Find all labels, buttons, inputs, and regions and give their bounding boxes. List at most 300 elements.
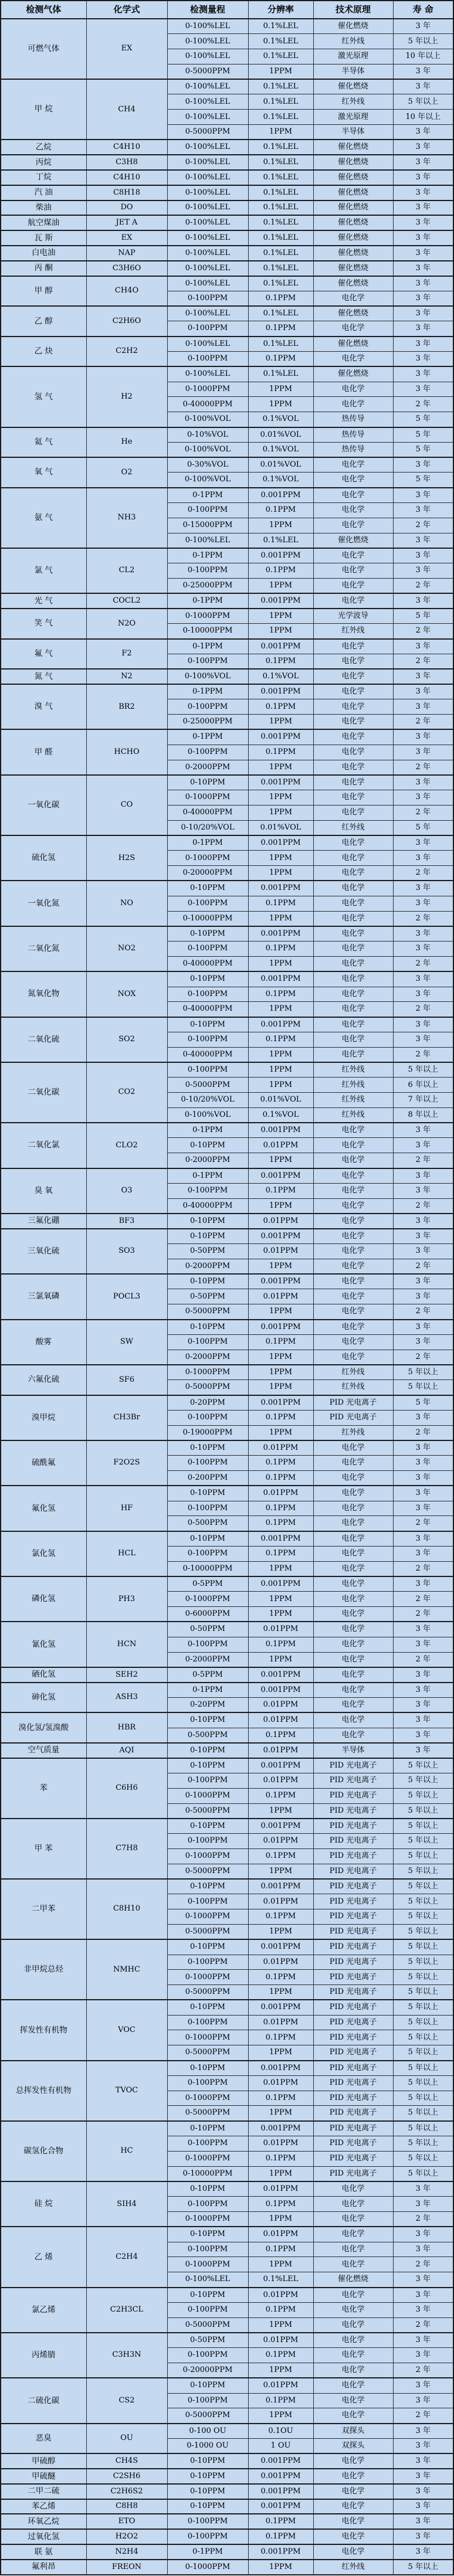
principle-cell: 电化学	[313, 1637, 393, 1652]
range-cell: 0-2000PPM	[167, 1652, 248, 1667]
lifespan-cell: 3 年	[393, 140, 453, 155]
resolution-cell: 0.1PPM	[248, 1183, 313, 1198]
table-row	[1, 2469, 453, 2484]
lifespan-cell: 3 年	[393, 246, 453, 261]
principle-cell: 电化学	[313, 1667, 393, 1683]
lifespan-cell: 3 年	[393, 1728, 453, 1743]
lifespan-cell: 3 年	[393, 2333, 453, 2348]
gas-name-cell: 光 气	[1, 593, 86, 609]
formula-cell: POCL3	[86, 1274, 167, 1319]
principle-cell: 电化学	[313, 2469, 393, 2484]
lifespan-cell: 3 年	[393, 366, 453, 382]
principle-cell: 电化学	[313, 1531, 393, 1547]
principle-cell: 电化学	[313, 2484, 393, 2499]
formula-cell: H2O2	[86, 2529, 167, 2544]
resolution-cell: 0.1%LEL	[248, 366, 313, 382]
principle-cell: 电化学	[313, 1440, 393, 1456]
lifespan-cell: 3 年	[393, 185, 453, 200]
principle-cell: PID 光电离子	[313, 1848, 393, 1864]
principle-cell: 电化学	[313, 1123, 393, 1138]
resolution-cell: 0.1PPM	[248, 2302, 313, 2317]
range-cell: 0-100%LEL	[167, 34, 248, 49]
lifespan-cell: 2 年	[393, 1002, 453, 1017]
range-cell: 0-10PPM	[167, 775, 248, 790]
resolution-cell: 1PPM	[248, 1803, 313, 1819]
principle-cell: PID 光电离子	[313, 2121, 393, 2136]
principle-cell: 电化学	[313, 1471, 393, 1486]
resolution-cell: 0.001PPM	[248, 1683, 313, 1698]
principle-cell: 红外线	[313, 94, 393, 110]
formula-cell: HCHO	[86, 729, 167, 774]
gas-name-cell: 氯 气	[1, 548, 86, 593]
resolution-cell: 0.1PPM	[248, 1032, 313, 1047]
principle-cell: PID 光电离子	[313, 1970, 393, 1985]
range-cell: 0-1000PPM	[167, 1365, 248, 1380]
resolution-cell: 1PPM	[248, 1607, 313, 1622]
range-cell: 0-5000PPM	[167, 125, 248, 140]
principle-cell: 电化学	[313, 2453, 393, 2469]
lifespan-cell: 2 年	[393, 1607, 453, 1622]
gas-name-cell: 甲硫醇	[1, 2453, 86, 2469]
table-row	[1, 488, 453, 503]
lifespan-cell: 3 年	[393, 1683, 453, 1698]
range-cell: 0-10/20%VOL	[167, 820, 248, 835]
formula-cell: AQI	[86, 1743, 167, 1758]
formula-cell: H2S	[86, 835, 167, 881]
range-cell: 0-100%LEL	[167, 185, 248, 200]
principle-cell: 电化学	[313, 2393, 393, 2408]
resolution-cell: 0.01PPM	[248, 1894, 313, 1909]
principle-cell: 电化学	[313, 1712, 393, 1728]
lifespan-cell: 3 年	[393, 926, 453, 942]
formula-cell: ASH3	[86, 1683, 167, 1713]
resolution-cell: 0.01PPM	[248, 1834, 313, 1849]
principle-cell: 激光原理	[313, 49, 393, 64]
range-cell: 0-40000PPM	[167, 805, 248, 820]
resolution-cell: 0.1PPM	[248, 1334, 313, 1350]
formula-cell: NAP	[86, 246, 167, 261]
resolution-cell: 0.1PPM	[248, 1410, 313, 1425]
resolution-cell: 0.01PPM	[248, 1955, 313, 1970]
lifespan-cell: 3 年	[393, 1410, 453, 1425]
gas-name-cell: 氟化氢	[1, 1486, 86, 1531]
gas-name-cell: 硫化氢	[1, 835, 86, 881]
gas-name-cell: 硅 烷	[1, 2181, 86, 2227]
range-cell: 0-100%LEL	[167, 246, 248, 261]
resolution-cell: 1PPM	[248, 578, 313, 593]
principle-cell: 电化学	[313, 457, 393, 473]
formula-cell: VOC	[86, 2000, 167, 2060]
gas-name-cell: 氯化氢	[1, 1531, 86, 1576]
principle-cell: 电化学	[313, 1002, 393, 1017]
table-row	[1, 2544, 453, 2560]
range-cell: 0-10PPM	[167, 2499, 248, 2514]
principle-cell: PID 光电离子	[313, 1909, 393, 1925]
resolution-cell: 0.1PPM	[248, 2348, 313, 2363]
range-cell: 0-10PPM	[167, 2181, 248, 2197]
principle-cell: PID 光电离子	[313, 2166, 393, 2181]
principle-cell: 电化学	[313, 926, 393, 942]
table-row	[1, 2378, 453, 2393]
resolution-cell: 0.001PPM	[248, 1168, 313, 1184]
lifespan-cell: 3 年	[393, 1622, 453, 1637]
gas-name-cell: 三氧化硫	[1, 1229, 86, 1274]
table-row	[1, 881, 453, 896]
lifespan-cell: 3 年	[393, 306, 453, 321]
resolution-cell: 0.001PPM	[248, 2000, 313, 2015]
lifespan-cell: 3 年	[393, 942, 453, 957]
formula-cell: DO	[86, 200, 167, 216]
gas-name-cell: 总挥发性有机物	[1, 2061, 86, 2121]
range-cell: 0-50PPM	[167, 1622, 248, 1637]
principle-cell: 电化学	[313, 593, 393, 609]
lifespan-cell: 5 年以上	[393, 2121, 453, 2136]
resolution-cell: 0.01PPM	[248, 2015, 313, 2030]
resolution-cell: 1PPM	[248, 1425, 313, 1440]
table-row	[1, 2333, 453, 2348]
resolution-cell: 0.001PPM	[248, 971, 313, 987]
gas-name-cell: 一氧化碳	[1, 775, 86, 835]
gas-name-cell: 三氟化硼	[1, 1214, 86, 1229]
table-row	[1, 170, 453, 185]
resolution-cell: 1PPM	[248, 518, 313, 533]
principle-cell: 电化学	[313, 1652, 393, 1667]
lifespan-cell: 3 年	[393, 261, 453, 276]
lifespan-cell: 5 年以上	[393, 1819, 453, 1834]
gas-name-cell: 硒化氢	[1, 1667, 86, 1683]
gas-name-cell: 乙 烯	[1, 2227, 86, 2287]
lifespan-cell: 3 年	[393, 987, 453, 1002]
table-row	[1, 1229, 453, 1244]
resolution-cell: 0.1%LEL	[248, 34, 313, 49]
principle-cell: 电化学	[313, 1289, 393, 1304]
formula-cell: C8H18	[86, 185, 167, 200]
gas-name-cell: 挥发性有机物	[1, 2000, 86, 2060]
lifespan-cell: 3 年	[393, 2439, 453, 2454]
lifespan-cell: 3 年	[393, 1274, 453, 1289]
resolution-cell: 1PPM	[248, 851, 313, 866]
gas-name-cell: 氟利昂	[1, 2560, 86, 2575]
formula-cell: O3	[86, 1168, 167, 1214]
range-cell: 0-100PPM	[167, 2015, 248, 2030]
formula-cell: HBR	[86, 1712, 167, 1743]
resolution-cell: 1PPM	[248, 1380, 313, 1395]
range-cell: 0-2000PPM	[167, 760, 248, 775]
formula-cell: NOX	[86, 971, 167, 1017]
range-cell: 0-100%VOL	[167, 473, 248, 488]
table-row	[1, 185, 453, 200]
resolution-cell: 0.1PPM	[248, 1788, 313, 1803]
principle-cell: 电化学	[313, 684, 393, 699]
range-cell: 0-100PPM	[167, 352, 248, 367]
principle-cell: PID 光电离子	[313, 1894, 393, 1909]
lifespan-cell: 5 年以上	[393, 2106, 453, 2121]
table-header	[1, 1, 453, 19]
lifespan-cell: 2 年	[393, 2257, 453, 2272]
principle-cell: 电化学	[313, 866, 393, 881]
principle-cell: PID 光电离子	[313, 1955, 393, 1970]
formula-cell: SO3	[86, 1229, 167, 1274]
column-header-0: 检测气体	[1, 1, 86, 19]
resolution-cell: 0.1%VOL	[248, 442, 313, 457]
resolution-cell: 1PPM	[248, 1304, 313, 1320]
principle-cell: PID 光电离子	[313, 1395, 393, 1411]
range-cell: 0-10PPM	[167, 1486, 248, 1501]
lifespan-cell: 3 年	[393, 1440, 453, 1456]
range-cell: 0-100%VOL	[167, 442, 248, 457]
resolution-cell: 0.1PPM	[248, 503, 313, 518]
resolution-cell: 0.001PPM	[248, 1939, 313, 1955]
formula-cell: ETO	[86, 2514, 167, 2529]
principle-cell: 电化学	[313, 1546, 393, 1561]
principle-cell: 电化学	[313, 805, 393, 820]
principle-cell: 电化学	[313, 1183, 393, 1198]
range-cell: 0-10PPM	[167, 1320, 248, 1335]
range-cell: 0-100%LEL	[167, 140, 248, 155]
range-cell: 0-1000PPM	[167, 2212, 248, 2227]
table-row	[1, 1365, 453, 1380]
principle-cell: 催化燃烧	[313, 200, 393, 216]
range-cell: 0-10PPM	[167, 1879, 248, 1894]
table-row	[1, 427, 453, 443]
lifespan-cell: 2 年	[393, 578, 453, 593]
resolution-cell: 0.1PPM	[248, 1471, 313, 1486]
lifespan-cell: 5 年以上	[393, 1909, 453, 1925]
range-cell: 0-100PPM	[167, 699, 248, 715]
range-cell: 0-100%LEL	[167, 170, 248, 185]
range-cell: 0-1000PPM	[167, 1788, 248, 1803]
principle-cell: 催化燃烧	[313, 306, 393, 321]
range-cell: 0-5000PPM	[167, 2408, 248, 2424]
table-row	[1, 19, 453, 34]
resolution-cell: 0.001PPM	[248, 1576, 313, 1592]
lifespan-cell: 7 年以上	[393, 1093, 453, 1108]
lifespan-cell: 5 年以上	[393, 2136, 453, 2152]
resolution-cell: 1PPM	[248, 1047, 313, 1062]
lifespan-cell: 2 年	[393, 760, 453, 775]
principle-cell: PID 光电离子	[313, 1985, 393, 2000]
gas-name-cell: 柴油	[1, 200, 86, 216]
resolution-cell: 0.1PPM	[248, 1637, 313, 1652]
gas-name-cell: 汽 油	[1, 185, 86, 200]
range-cell: 0-100%LEL	[167, 230, 248, 246]
lifespan-cell: 3 年	[393, 155, 453, 170]
resolution-cell: 1PPM	[248, 1365, 313, 1380]
range-cell: 0-100%LEL	[167, 2272, 248, 2288]
principle-cell: 电化学	[313, 2499, 393, 2514]
principle-cell: PID 光电离子	[313, 1834, 393, 1849]
gas-name-cell: 砷化氢	[1, 1683, 86, 1713]
lifespan-cell: 5 年以上	[393, 94, 453, 110]
range-cell: 0-1000PPM	[167, 1592, 248, 1607]
lifespan-cell: 3 年	[393, 457, 453, 473]
range-cell: 0-10PPM	[167, 1758, 248, 1773]
range-cell: 0-100%LEL	[167, 19, 248, 34]
lifespan-cell: 3 年	[393, 1017, 453, 1032]
principle-cell: 半导体	[313, 125, 393, 140]
resolution-cell: 1PPM	[248, 956, 313, 971]
gas-name-cell: 氢 气	[1, 366, 86, 427]
principle-cell: 红外线	[313, 1425, 393, 1440]
table-row	[1, 140, 453, 155]
principle-cell: 催化燃烧	[313, 366, 393, 382]
range-cell: 0-1000PPM	[167, 609, 248, 624]
principle-cell: 催化燃烧	[313, 155, 393, 170]
resolution-cell: 1 OU	[248, 2439, 313, 2454]
lifespan-cell: 3 年	[393, 276, 453, 291]
resolution-cell: 0.01PPM	[248, 1743, 313, 1758]
resolution-cell: 0.01PPM	[248, 2181, 313, 2197]
resolution-cell: 0.001PPM	[248, 684, 313, 699]
lifespan-cell: 5 年以上	[393, 1939, 453, 1955]
resolution-cell: 0.001PPM	[248, 881, 313, 896]
gas-name-cell: 氟 气	[1, 639, 86, 670]
lifespan-cell: 3 年	[393, 1334, 453, 1350]
resolution-cell: 1PPM	[248, 624, 313, 639]
lifespan-cell: 3 年	[393, 19, 453, 34]
resolution-cell: 0.001PPM	[248, 2499, 313, 2514]
lifespan-cell: 3 年	[393, 125, 453, 140]
resolution-cell: 0.1PPM	[248, 1848, 313, 1864]
range-cell: 0-5000PPM	[167, 1985, 248, 2000]
table-row	[1, 1531, 453, 1547]
principle-cell: 电化学	[313, 1334, 393, 1350]
lifespan-cell: 3 年	[393, 1486, 453, 1501]
range-cell: 0-1PPM	[167, 639, 248, 654]
resolution-cell: 0.1PPM	[248, 2151, 313, 2166]
lifespan-cell: 2 年	[393, 2363, 453, 2378]
resolution-cell: 1PPM	[248, 1652, 313, 1667]
range-cell: 0-100%LEL	[167, 337, 248, 352]
lifespan-cell: 3 年	[393, 352, 453, 367]
resolution-cell: 1PPM	[248, 2106, 313, 2121]
range-cell: 0-100PPM	[167, 2302, 248, 2317]
lifespan-cell: 3 年	[393, 2544, 453, 2560]
resolution-cell: 1PPM	[248, 1153, 313, 1168]
range-cell: 0-100%LEL	[167, 110, 248, 125]
resolution-cell: 0.1%LEL	[248, 185, 313, 200]
range-cell: 0-100PPM	[167, 1062, 248, 1078]
formula-cell: OU	[86, 2424, 167, 2454]
principle-cell: 电化学	[313, 291, 393, 306]
table-row	[1, 79, 453, 94]
range-cell: 0-10PPM	[167, 2453, 248, 2469]
lifespan-cell: 3 年	[393, 1501, 453, 1516]
principle-cell: 红外线	[313, 624, 393, 639]
range-cell: 0-100PPM	[167, 1637, 248, 1652]
principle-cell: 电化学	[313, 1304, 393, 1320]
lifespan-cell: 3 年	[393, 2197, 453, 2212]
principle-cell: 电化学	[313, 1047, 393, 1062]
principle-cell: PID 光电离子	[313, 2091, 393, 2106]
range-cell: 0-20PPM	[167, 1395, 248, 1411]
lifespan-cell: 5 年	[393, 820, 453, 835]
gas-name-cell: 氦 气	[1, 427, 86, 458]
range-cell: 0-100PPM	[167, 563, 248, 579]
range-cell: 0-5000PPM	[167, 2317, 248, 2333]
lifespan-cell: 2 年	[393, 805, 453, 820]
resolution-cell: 0.1PPM	[248, 896, 313, 911]
lifespan-cell: 3 年	[393, 699, 453, 715]
range-cell: 0-10PPM	[167, 926, 248, 942]
principle-cell: 电化学	[313, 548, 393, 563]
gas-name-cell: 航空煤油	[1, 215, 86, 230]
lifespan-cell: 5 年以上	[393, 1894, 453, 1909]
principle-cell: 电化学	[313, 1592, 393, 1607]
range-cell: 0-100PPM	[167, 1546, 248, 1561]
table-row	[1, 1712, 453, 1728]
lifespan-cell: 5 年	[393, 1395, 453, 1411]
gas-name-cell: 苯	[1, 1758, 86, 1819]
principle-cell: 电化学	[313, 488, 393, 503]
principle-cell: 电化学	[313, 1516, 393, 1531]
formula-cell: C2H6O	[86, 306, 167, 337]
lifespan-cell: 5 年以上	[393, 2075, 453, 2091]
principle-cell: 电化学	[313, 775, 393, 790]
range-cell: 0-40000PPM	[167, 956, 248, 971]
principle-cell: 电化学	[313, 1032, 393, 1047]
principle-cell: PID 光电离子	[313, 2075, 393, 2091]
resolution-cell: 1PPM	[248, 760, 313, 775]
resolution-cell: 0.1%LEL	[248, 276, 313, 291]
range-cell: 0-100%LEL	[167, 200, 248, 216]
range-cell: 0-100%LEL	[167, 306, 248, 321]
lifespan-cell: 3 年	[393, 2499, 453, 2514]
range-cell: 0-1PPM	[167, 1683, 248, 1698]
range-cell: 0-10PPM	[167, 2378, 248, 2393]
resolution-cell: 0.01PPM	[248, 1486, 313, 1501]
table-row	[1, 1168, 453, 1184]
range-cell: 0-10000PPM	[167, 2166, 248, 2181]
principle-cell: 电化学	[313, 942, 393, 957]
table-row	[1, 2514, 453, 2529]
gas-name-cell: 乙 醇	[1, 306, 86, 337]
principle-cell: 催化燃烧	[313, 261, 393, 276]
table-row	[1, 684, 453, 699]
formula-cell: HCL	[86, 1531, 167, 1576]
principle-cell: 电化学	[313, 1350, 393, 1365]
table-row	[1, 261, 453, 276]
resolution-cell: 0.001PPM	[248, 2544, 313, 2560]
table-body	[1, 19, 453, 2575]
range-cell: 0-5000PPM	[167, 1304, 248, 1320]
formula-cell: FREON	[86, 2560, 167, 2575]
lifespan-cell: 3 年	[393, 775, 453, 790]
resolution-cell: 0.01PPM	[248, 1138, 313, 1153]
principle-cell: 电化学	[313, 1153, 393, 1168]
lifespan-cell: 2 年	[393, 1425, 453, 1440]
range-cell: 0-100PPM	[167, 2242, 248, 2257]
lifespan-cell: 3 年	[393, 639, 453, 654]
principle-cell: 电化学	[313, 760, 393, 775]
range-cell: 0-200PPM	[167, 1471, 248, 1486]
lifespan-cell: 6 年以上	[393, 1078, 453, 1093]
lifespan-cell: 5 年	[393, 427, 453, 443]
principle-cell: 电化学	[313, 987, 393, 1002]
range-cell: 0-30%VOL	[167, 457, 248, 473]
formula-cell: C3H6O	[86, 261, 167, 276]
table-row	[1, 1743, 453, 1758]
range-cell: 0-50PPM	[167, 1289, 248, 1304]
principle-cell: 催化燃烧	[313, 215, 393, 230]
principle-cell: 电化学	[313, 1259, 393, 1274]
resolution-cell: 1PPM	[248, 790, 313, 806]
table-row	[1, 276, 453, 291]
principle-cell: PID 光电离子	[313, 1803, 393, 1819]
range-cell: 0-100%LEL	[167, 79, 248, 94]
range-cell: 0-20000PPM	[167, 2363, 248, 2378]
lifespan-cell: 3 年	[393, 2288, 453, 2303]
